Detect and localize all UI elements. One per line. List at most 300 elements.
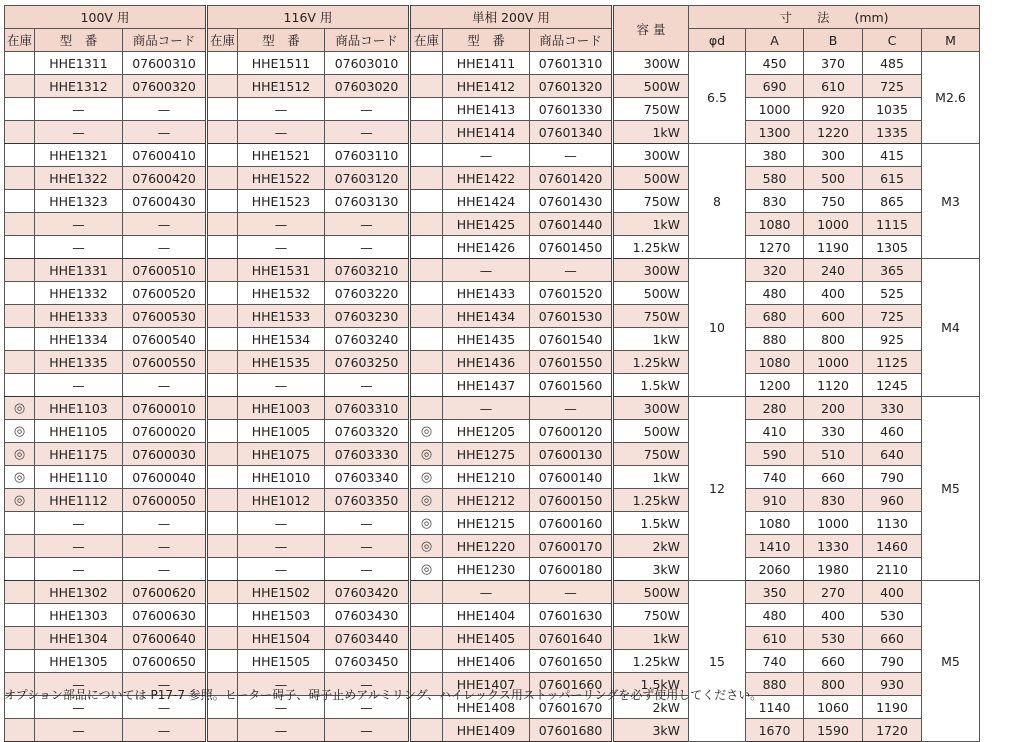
code-116v: 07603220 — [325, 282, 410, 305]
code-116v: 07603240 — [325, 328, 410, 351]
model-116v: HHE1005 — [238, 420, 325, 443]
code-200v: — — [530, 259, 613, 282]
model-200v: HHE1230 — [443, 558, 530, 581]
model-200v: — — [443, 259, 530, 282]
stock-mark — [410, 397, 443, 420]
dim-a-cell: 380 — [746, 144, 804, 167]
code-116v: — — [325, 535, 410, 558]
code-100v: 07600050 — [123, 489, 207, 512]
capacity-cell: 2kW — [613, 535, 689, 558]
model-200v: — — [443, 581, 530, 604]
stock-mark: ◎ — [5, 420, 35, 443]
stock-mark — [5, 167, 35, 190]
stock-mark — [410, 282, 443, 305]
dim-b-cell: 240 — [804, 259, 863, 282]
dim-a-cell: 1670 — [746, 719, 804, 742]
code-200v: 07601340 — [530, 121, 613, 144]
code-116v: 07603250 — [325, 351, 410, 374]
code-116v: 07603120 — [325, 167, 410, 190]
stock-mark: ◎ — [410, 512, 443, 535]
model-100v: HHE1311 — [35, 52, 123, 75]
capacity-cell: 1.25kW — [613, 489, 689, 512]
table-row — [5, 328, 980, 351]
dim-c-cell: 2110 — [863, 558, 922, 581]
stock-mark: ◎ — [410, 443, 443, 466]
table-row — [5, 52, 980, 75]
dim-b-cell: 800 — [804, 328, 863, 351]
stock-mark — [410, 305, 443, 328]
dim-c-cell: 400 — [863, 581, 922, 604]
dim-b-cell: 1000 — [804, 351, 863, 374]
stock-mark — [410, 236, 443, 259]
dim-b-cell: 660 — [804, 650, 863, 673]
capacity-cell: 1kW — [613, 627, 689, 650]
stock-mark — [207, 558, 238, 581]
code-100v: 07600030 — [123, 443, 207, 466]
table-row — [5, 420, 980, 443]
dim-a-cell: 450 — [746, 52, 804, 75]
stock-mark — [410, 604, 443, 627]
dim-b-cell: 200 — [804, 397, 863, 420]
dim-a-cell: 1080 — [746, 512, 804, 535]
model-200v: HHE1220 — [443, 535, 530, 558]
code-200v: 07600170 — [530, 535, 613, 558]
model-100v: — — [35, 121, 123, 144]
stock-mark — [207, 581, 238, 604]
col-code: 商品コード — [530, 29, 613, 52]
model-116v: — — [238, 558, 325, 581]
table-row — [5, 397, 980, 420]
stock-mark — [5, 374, 35, 397]
code-100v: 07600010 — [123, 397, 207, 420]
model-100v: HHE1302 — [35, 581, 123, 604]
model-100v: HHE1335 — [35, 351, 123, 374]
code-200v: — — [530, 144, 613, 167]
code-200v: 07600160 — [530, 512, 613, 535]
stock-mark — [410, 167, 443, 190]
col-code: 商品コード — [123, 29, 207, 52]
code-200v: 07600120 — [530, 420, 613, 443]
model-116v: HHE1523 — [238, 190, 325, 213]
col-stock: 在庫 — [410, 29, 443, 52]
stock-mark — [5, 52, 35, 75]
stock-mark — [5, 98, 35, 121]
dim-b-cell: 270 — [804, 581, 863, 604]
model-116v: HHE1522 — [238, 167, 325, 190]
dim-c-cell: 415 — [863, 144, 922, 167]
dim-c-cell: 460 — [863, 420, 922, 443]
col-model: 型 番 — [238, 29, 325, 52]
stock-mark — [207, 650, 238, 673]
code-200v: — — [530, 581, 613, 604]
dim-c-cell: 615 — [863, 167, 922, 190]
stock-mark — [5, 213, 35, 236]
capacity-cell: 1kW — [613, 328, 689, 351]
model-100v: HHE1105 — [35, 420, 123, 443]
stock-mark — [207, 535, 238, 558]
code-200v: 07601420 — [530, 167, 613, 190]
table-row — [5, 558, 980, 581]
capacity-cell: 1.5kW — [613, 512, 689, 535]
code-100v: 07600310 — [123, 52, 207, 75]
spec-table-body — [5, 52, 980, 742]
table-row — [5, 236, 980, 259]
capacity-cell: 500W — [613, 167, 689, 190]
model-200v: HHE1404 — [443, 604, 530, 627]
stock-mark — [5, 328, 35, 351]
code-200v: 07601560 — [530, 374, 613, 397]
code-116v: — — [325, 98, 410, 121]
code-200v: 07601450 — [530, 236, 613, 259]
model-200v: — — [443, 397, 530, 420]
capacity-cell: 3kW — [613, 558, 689, 581]
code-100v: — — [123, 121, 207, 144]
code-116v: — — [325, 374, 410, 397]
capacity-cell: 1kW — [613, 121, 689, 144]
code-200v: 07600180 — [530, 558, 613, 581]
dim-c-cell: 865 — [863, 190, 922, 213]
model-100v: HHE1103 — [35, 397, 123, 420]
dim-b-cell: 300 — [804, 144, 863, 167]
phid-cell: 10 — [689, 259, 746, 397]
model-116v: HHE1075 — [238, 443, 325, 466]
model-116v: HHE1504 — [238, 627, 325, 650]
code-100v: 07600530 — [123, 305, 207, 328]
capacity-cell: 300W — [613, 52, 689, 75]
dim-a-cell: 410 — [746, 420, 804, 443]
stock-mark — [5, 305, 35, 328]
code-100v: 07600640 — [123, 627, 207, 650]
table-row — [5, 650, 980, 673]
stock-mark — [5, 351, 35, 374]
dim-a-cell: 910 — [746, 489, 804, 512]
dim-a-cell: 1140 — [746, 696, 804, 719]
model-200v: HHE1411 — [443, 52, 530, 75]
model-116v: HHE1512 — [238, 75, 325, 98]
col-b: B — [804, 29, 863, 52]
code-116v: 07603450 — [325, 650, 410, 673]
table-row — [5, 604, 980, 627]
code-116v: 07603110 — [325, 144, 410, 167]
stock-mark — [207, 489, 238, 512]
dim-b-cell: 1060 — [804, 696, 863, 719]
dim-a-cell: 880 — [746, 328, 804, 351]
code-100v: 07600620 — [123, 581, 207, 604]
model-116v: HHE1534 — [238, 328, 325, 351]
stock-mark — [207, 512, 238, 535]
model-100v: — — [35, 673, 123, 696]
capacity-cell: 1.5kW — [613, 374, 689, 397]
dim-c-cell: 1130 — [863, 512, 922, 535]
capacity-cell: 1kW — [613, 213, 689, 236]
code-100v: 07600520 — [123, 282, 207, 305]
dim-a-cell: 480 — [746, 282, 804, 305]
model-200v: HHE1408 — [443, 696, 530, 719]
dim-b-cell: 800 — [804, 673, 863, 696]
model-100v: HHE1175 — [35, 443, 123, 466]
model-100v: HHE1322 — [35, 167, 123, 190]
model-200v: HHE1435 — [443, 328, 530, 351]
model-200v: — — [443, 144, 530, 167]
code-100v: 07600410 — [123, 144, 207, 167]
model-100v: HHE1305 — [35, 650, 123, 673]
dim-b-cell: 830 — [804, 489, 863, 512]
model-200v: HHE1212 — [443, 489, 530, 512]
stock-mark — [410, 98, 443, 121]
model-100v: HHE1321 — [35, 144, 123, 167]
model-100v: — — [35, 719, 123, 742]
model-116v: HHE1531 — [238, 259, 325, 282]
model-200v: HHE1405 — [443, 627, 530, 650]
col-model: 型 番 — [443, 29, 530, 52]
dim-a-cell: 1300 — [746, 121, 804, 144]
code-100v: 07600550 — [123, 351, 207, 374]
dim-c-cell: 330 — [863, 397, 922, 420]
model-200v: HHE1407 — [443, 673, 530, 696]
dim-c-cell: 930 — [863, 673, 922, 696]
model-100v: HHE1323 — [35, 190, 123, 213]
table-row — [5, 535, 980, 558]
code-116v: 07603340 — [325, 466, 410, 489]
dim-a-cell: 740 — [746, 466, 804, 489]
model-116v: HHE1503 — [238, 604, 325, 627]
table-row — [5, 121, 980, 144]
stock-mark — [410, 374, 443, 397]
stock-mark — [207, 52, 238, 75]
model-100v: — — [35, 374, 123, 397]
model-100v: — — [35, 558, 123, 581]
heater-spec-table — [4, 5, 980, 742]
code-200v: 07601310 — [530, 52, 613, 75]
stock-mark — [410, 351, 443, 374]
stock-mark — [207, 190, 238, 213]
dim-b-cell: 600 — [804, 305, 863, 328]
capacity-cell: 1.5kW — [613, 673, 689, 696]
model-116v: HHE1502 — [238, 581, 325, 604]
stock-mark — [5, 236, 35, 259]
col-model: 型 番 — [35, 29, 123, 52]
capacity-cell: 3kW — [613, 719, 689, 742]
model-100v: HHE1331 — [35, 259, 123, 282]
stock-mark: ◎ — [410, 558, 443, 581]
dim-b-cell: 400 — [804, 604, 863, 627]
stock-mark: ◎ — [5, 397, 35, 420]
code-200v: 07601320 — [530, 75, 613, 98]
model-200v: HHE1275 — [443, 443, 530, 466]
model-200v: HHE1433 — [443, 282, 530, 305]
dim-c-cell: 960 — [863, 489, 922, 512]
dim-b-cell: 500 — [804, 167, 863, 190]
code-100v: — — [123, 535, 207, 558]
model-200v: HHE1424 — [443, 190, 530, 213]
code-200v: 07601520 — [530, 282, 613, 305]
stock-mark — [207, 466, 238, 489]
header-dimensions: 寸 法 (mm) — [689, 6, 980, 29]
code-200v: 07601650 — [530, 650, 613, 673]
dim-c-cell: 1305 — [863, 236, 922, 259]
table-row — [5, 443, 980, 466]
code-100v: 07600650 — [123, 650, 207, 673]
model-100v: HHE1304 — [35, 627, 123, 650]
table-row — [5, 351, 980, 374]
stock-mark — [207, 213, 238, 236]
dim-a-cell: 1080 — [746, 213, 804, 236]
dim-b-cell: 660 — [804, 466, 863, 489]
stock-mark — [207, 719, 238, 742]
m-size-cell: M5 — [922, 581, 980, 742]
dim-c-cell: 1035 — [863, 98, 922, 121]
stock-mark — [5, 535, 35, 558]
code-100v: 07600040 — [123, 466, 207, 489]
code-100v: 07600430 — [123, 190, 207, 213]
dim-b-cell: 750 — [804, 190, 863, 213]
dim-a-cell: 1410 — [746, 535, 804, 558]
stock-mark — [5, 144, 35, 167]
dim-b-cell: 1120 — [804, 374, 863, 397]
model-100v: — — [35, 696, 123, 719]
model-200v: HHE1215 — [443, 512, 530, 535]
stock-mark — [5, 75, 35, 98]
table-row — [5, 259, 980, 282]
code-200v: 07601640 — [530, 627, 613, 650]
model-100v: HHE1333 — [35, 305, 123, 328]
header-capacity: 容 量 — [613, 6, 689, 52]
code-100v: — — [123, 673, 207, 696]
col-stock: 在庫 — [5, 29, 35, 52]
col-m: M — [922, 29, 980, 52]
model-100v: — — [35, 512, 123, 535]
dim-a-cell: 830 — [746, 190, 804, 213]
code-100v: 07600540 — [123, 328, 207, 351]
model-116v: — — [238, 535, 325, 558]
table-row — [5, 75, 980, 98]
m-size-cell: M3 — [922, 144, 980, 259]
model-100v: HHE1110 — [35, 466, 123, 489]
capacity-cell: 500W — [613, 75, 689, 98]
code-200v: 07600130 — [530, 443, 613, 466]
dim-c-cell: 1335 — [863, 121, 922, 144]
dim-b-cell: 1190 — [804, 236, 863, 259]
model-200v: HHE1414 — [443, 121, 530, 144]
code-116v: 07603430 — [325, 604, 410, 627]
dim-b-cell: 1000 — [804, 213, 863, 236]
code-116v: 07603210 — [325, 259, 410, 282]
capacity-cell: 750W — [613, 305, 689, 328]
stock-mark — [207, 328, 238, 351]
code-200v: 07601540 — [530, 328, 613, 351]
dim-c-cell: 660 — [863, 627, 922, 650]
capacity-cell: 750W — [613, 190, 689, 213]
capacity-cell: 750W — [613, 443, 689, 466]
stock-mark — [207, 144, 238, 167]
code-200v: 07601670 — [530, 696, 613, 719]
table-row — [5, 98, 980, 121]
code-200v: 07601680 — [530, 719, 613, 742]
stock-mark — [5, 627, 35, 650]
model-200v: HHE1409 — [443, 719, 530, 742]
stock-mark — [5, 121, 35, 144]
stock-mark — [410, 719, 443, 742]
header-116v: 116V 用 — [207, 6, 410, 29]
stock-mark — [207, 98, 238, 121]
dim-a-cell: 1200 — [746, 374, 804, 397]
table-row — [5, 627, 980, 650]
capacity-cell: 300W — [613, 397, 689, 420]
code-116v: — — [325, 121, 410, 144]
capacity-cell: 300W — [613, 144, 689, 167]
dim-b-cell: 330 — [804, 420, 863, 443]
stock-mark — [5, 190, 35, 213]
model-116v: HHE1511 — [238, 52, 325, 75]
code-116v: 07603350 — [325, 489, 410, 512]
table-row — [5, 489, 980, 512]
m-size-cell: M5 — [922, 397, 980, 581]
table-row — [5, 190, 980, 213]
stock-mark — [5, 558, 35, 581]
capacity-cell: 750W — [613, 604, 689, 627]
code-116v: — — [325, 696, 410, 719]
stock-mark — [410, 650, 443, 673]
code-100v: — — [123, 374, 207, 397]
header-100v: 100V 用 — [5, 6, 207, 29]
table-row — [5, 282, 980, 305]
dim-a-cell: 1270 — [746, 236, 804, 259]
phid-cell: 12 — [689, 397, 746, 581]
capacity-cell: 2kW — [613, 696, 689, 719]
stock-mark — [410, 259, 443, 282]
m-size-cell: M2.6 — [922, 52, 980, 144]
stock-mark — [207, 305, 238, 328]
dim-c-cell: 790 — [863, 650, 922, 673]
model-100v: HHE1112 — [35, 489, 123, 512]
stock-mark: ◎ — [410, 489, 443, 512]
stock-mark — [410, 328, 443, 351]
stock-mark: ◎ — [410, 535, 443, 558]
code-116v: 07603230 — [325, 305, 410, 328]
dim-a-cell: 1080 — [746, 351, 804, 374]
stock-mark — [207, 75, 238, 98]
stock-mark — [207, 443, 238, 466]
dim-c-cell: 365 — [863, 259, 922, 282]
table-row — [5, 144, 980, 167]
stock-mark — [5, 650, 35, 673]
col-c: C — [863, 29, 922, 52]
dim-c-cell: 485 — [863, 52, 922, 75]
col-phid: φd — [689, 29, 746, 52]
table-row — [5, 581, 980, 604]
capacity-cell: 500W — [613, 581, 689, 604]
dim-c-cell: 925 — [863, 328, 922, 351]
capacity-cell: 1.25kW — [613, 351, 689, 374]
code-100v: 07600630 — [123, 604, 207, 627]
dim-a-cell: 610 — [746, 627, 804, 650]
footnote: オプション部品については P17-7 参照。ヒーター碍子、碍子止めアルミリング、ハイレックス用ストッパーリングを必ず使用してください。 — [4, 688, 763, 702]
stock-mark — [410, 190, 443, 213]
model-200v: HHE1412 — [443, 75, 530, 98]
phid-cell: 15 — [689, 581, 746, 742]
dim-c-cell: 1245 — [863, 374, 922, 397]
table-row — [5, 512, 980, 535]
code-200v: — — [530, 397, 613, 420]
dim-c-cell: 1125 — [863, 351, 922, 374]
dim-b-cell: 370 — [804, 52, 863, 75]
dim-b-cell: 920 — [804, 98, 863, 121]
phid-cell: 6.5 — [689, 52, 746, 144]
stock-mark — [410, 213, 443, 236]
model-200v: HHE1425 — [443, 213, 530, 236]
model-116v: HHE1012 — [238, 489, 325, 512]
code-100v: — — [123, 719, 207, 742]
